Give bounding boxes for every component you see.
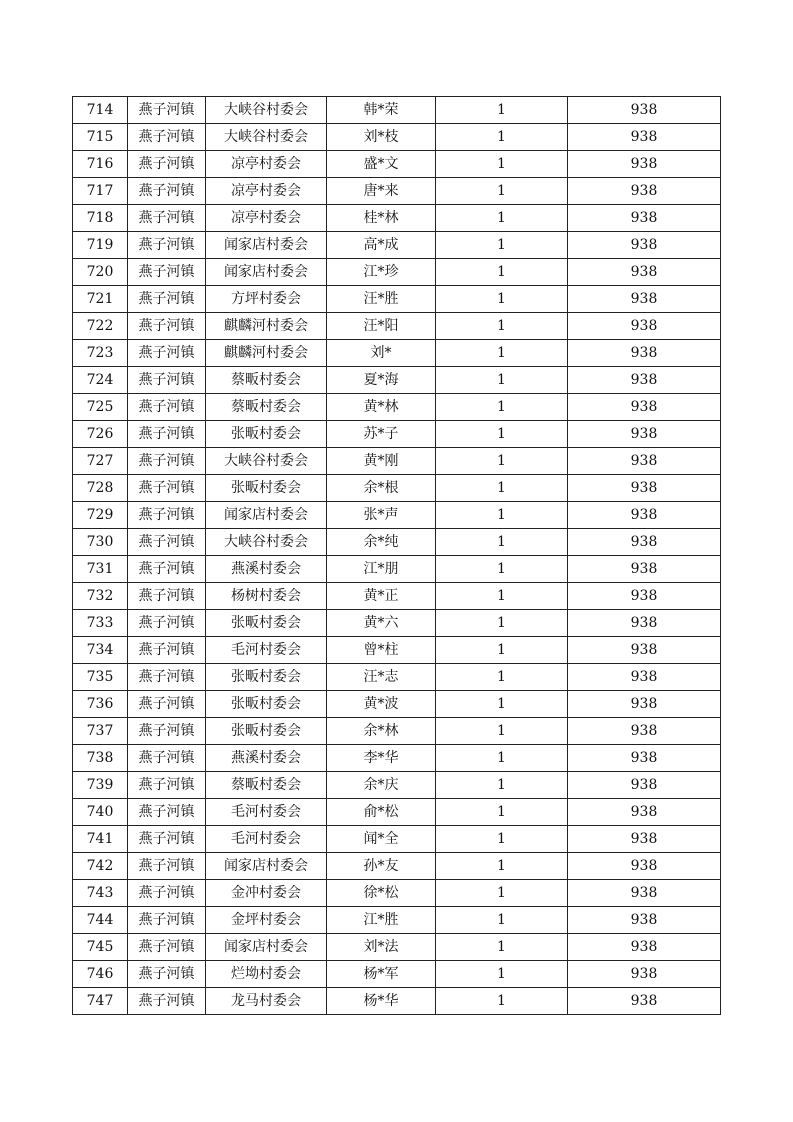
- cell-town: 燕子河镇: [128, 664, 206, 691]
- table-row: [73, 502, 721, 529]
- cell-quantity: 1: [436, 637, 568, 664]
- cell-village: 大峡谷村委会: [206, 448, 327, 475]
- cell-name: 张*声: [327, 502, 436, 529]
- cell-quantity: 1: [436, 934, 568, 961]
- cell-number: 728: [73, 475, 128, 502]
- cell-amount: 938: [568, 637, 721, 664]
- cell-name: 俞*松: [327, 799, 436, 826]
- cell-town: 燕子河镇: [128, 232, 206, 259]
- cell-village: 张畈村委会: [206, 718, 327, 745]
- cell-amount: 938: [568, 691, 721, 718]
- cell-amount: 938: [568, 853, 721, 880]
- cell-amount: 938: [568, 529, 721, 556]
- cell-name: 黄*波: [327, 691, 436, 718]
- cell-number: 744: [73, 907, 128, 934]
- cell-number: 724: [73, 367, 128, 394]
- cell-quantity: 1: [436, 313, 568, 340]
- cell-number: 714: [73, 97, 128, 124]
- cell-village: 凉亭村委会: [206, 178, 327, 205]
- cell-quantity: 1: [436, 583, 568, 610]
- table-row: [73, 421, 721, 448]
- cell-quantity: 1: [436, 97, 568, 124]
- table-row: [73, 718, 721, 745]
- cell-town: 燕子河镇: [128, 475, 206, 502]
- cell-quantity: 1: [436, 610, 568, 637]
- cell-number: 732: [73, 583, 128, 610]
- cell-name: 盛*文: [327, 151, 436, 178]
- cell-amount: 938: [568, 313, 721, 340]
- cell-quantity: 1: [436, 772, 568, 799]
- cell-amount: 938: [568, 799, 721, 826]
- cell-amount: 938: [568, 232, 721, 259]
- cell-town: 燕子河镇: [128, 826, 206, 853]
- cell-amount: 938: [568, 448, 721, 475]
- cell-number: 737: [73, 718, 128, 745]
- cell-town: 燕子河镇: [128, 907, 206, 934]
- cell-quantity: 1: [436, 367, 568, 394]
- cell-town: 燕子河镇: [128, 799, 206, 826]
- cell-town: 燕子河镇: [128, 934, 206, 961]
- cell-name: 黄*林: [327, 394, 436, 421]
- cell-town: 燕子河镇: [128, 583, 206, 610]
- cell-amount: 938: [568, 259, 721, 286]
- cell-village: 闻家店村委会: [206, 502, 327, 529]
- cell-town: 燕子河镇: [128, 367, 206, 394]
- cell-quantity: 1: [436, 691, 568, 718]
- table-row: [73, 205, 721, 232]
- cell-amount: 938: [568, 961, 721, 988]
- table-row: [73, 367, 721, 394]
- table-row: [73, 637, 721, 664]
- cell-name: 徐*松: [327, 880, 436, 907]
- cell-town: 燕子河镇: [128, 97, 206, 124]
- table-row: [73, 799, 721, 826]
- table-row: [73, 880, 721, 907]
- cell-number: 731: [73, 556, 128, 583]
- cell-number: 726: [73, 421, 128, 448]
- cell-village: 毛河村委会: [206, 826, 327, 853]
- cell-quantity: 1: [436, 124, 568, 151]
- cell-village: 蔡畈村委会: [206, 772, 327, 799]
- cell-town: 燕子河镇: [128, 394, 206, 421]
- table-row: [73, 394, 721, 421]
- cell-town: 燕子河镇: [128, 691, 206, 718]
- cell-name: 江*珍: [327, 259, 436, 286]
- table-row: [73, 151, 721, 178]
- cell-name: 唐*来: [327, 178, 436, 205]
- table-row: [73, 178, 721, 205]
- cell-village: 燕溪村委会: [206, 556, 327, 583]
- table-row: [73, 583, 721, 610]
- cell-town: 燕子河镇: [128, 421, 206, 448]
- cell-name: 余*林: [327, 718, 436, 745]
- cell-name: 孙*友: [327, 853, 436, 880]
- cell-amount: 938: [568, 97, 721, 124]
- table-row: [73, 664, 721, 691]
- cell-town: 燕子河镇: [128, 880, 206, 907]
- cell-number: 746: [73, 961, 128, 988]
- cell-number: 739: [73, 772, 128, 799]
- cell-village: 方坪村委会: [206, 286, 327, 313]
- cell-quantity: 1: [436, 394, 568, 421]
- cell-amount: 938: [568, 151, 721, 178]
- cell-name: 闻*全: [327, 826, 436, 853]
- cell-name: 夏*海: [327, 367, 436, 394]
- cell-name: 曾*柱: [327, 637, 436, 664]
- cell-amount: 938: [568, 934, 721, 961]
- cell-town: 燕子河镇: [128, 637, 206, 664]
- cell-quantity: 1: [436, 232, 568, 259]
- cell-village: 蔡畈村委会: [206, 367, 327, 394]
- cell-village: 麒麟河村委会: [206, 340, 327, 367]
- table-row: [73, 826, 721, 853]
- cell-number: 717: [73, 178, 128, 205]
- cell-quantity: 1: [436, 286, 568, 313]
- cell-village: 张畈村委会: [206, 610, 327, 637]
- cell-amount: 938: [568, 340, 721, 367]
- cell-town: 燕子河镇: [128, 772, 206, 799]
- cell-quantity: 1: [436, 421, 568, 448]
- roster-table-body: [73, 97, 721, 1015]
- cell-town: 燕子河镇: [128, 745, 206, 772]
- cell-quantity: 1: [436, 475, 568, 502]
- cell-number: 742: [73, 853, 128, 880]
- cell-number: 720: [73, 259, 128, 286]
- cell-village: 烂坳村委会: [206, 961, 327, 988]
- cell-name: 杨*华: [327, 988, 436, 1015]
- cell-town: 燕子河镇: [128, 853, 206, 880]
- cell-number: 743: [73, 880, 128, 907]
- cell-village: 毛河村委会: [206, 799, 327, 826]
- table-row: [73, 529, 721, 556]
- cell-name: 汪*志: [327, 664, 436, 691]
- cell-name: 刘*枝: [327, 124, 436, 151]
- cell-town: 燕子河镇: [128, 124, 206, 151]
- cell-amount: 938: [568, 394, 721, 421]
- table-row: [73, 340, 721, 367]
- table-row: [73, 961, 721, 988]
- cell-amount: 938: [568, 367, 721, 394]
- cell-name: 刘*: [327, 340, 436, 367]
- cell-name: 汪*胜: [327, 286, 436, 313]
- cell-name: 高*成: [327, 232, 436, 259]
- cell-name: 苏*子: [327, 421, 436, 448]
- table-row: [73, 97, 721, 124]
- cell-quantity: 1: [436, 529, 568, 556]
- cell-quantity: 1: [436, 745, 568, 772]
- cell-town: 燕子河镇: [128, 259, 206, 286]
- cell-name: 江*朋: [327, 556, 436, 583]
- cell-village: 大峡谷村委会: [206, 97, 327, 124]
- cell-number: 727: [73, 448, 128, 475]
- cell-number: 736: [73, 691, 128, 718]
- cell-village: 张畈村委会: [206, 691, 327, 718]
- cell-name: 江*胜: [327, 907, 436, 934]
- cell-number: 721: [73, 286, 128, 313]
- cell-number: 740: [73, 799, 128, 826]
- cell-town: 燕子河镇: [128, 286, 206, 313]
- cell-quantity: 1: [436, 718, 568, 745]
- table-row: [73, 934, 721, 961]
- cell-village: 杨树村委会: [206, 583, 327, 610]
- cell-quantity: 1: [436, 880, 568, 907]
- table-row: [73, 475, 721, 502]
- cell-name: 韩*荣: [327, 97, 436, 124]
- cell-number: 725: [73, 394, 128, 421]
- cell-quantity: 1: [436, 799, 568, 826]
- cell-village: 张畈村委会: [206, 664, 327, 691]
- cell-town: 燕子河镇: [128, 151, 206, 178]
- cell-village: 凉亭村委会: [206, 205, 327, 232]
- cell-quantity: 1: [436, 448, 568, 475]
- cell-number: 745: [73, 934, 128, 961]
- cell-number: 730: [73, 529, 128, 556]
- cell-name: 黄*六: [327, 610, 436, 637]
- cell-quantity: 1: [436, 853, 568, 880]
- cell-number: 738: [73, 745, 128, 772]
- cell-village: 大峡谷村委会: [206, 124, 327, 151]
- cell-amount: 938: [568, 610, 721, 637]
- table-row: [73, 907, 721, 934]
- cell-quantity: 1: [436, 988, 568, 1015]
- cell-town: 燕子河镇: [128, 448, 206, 475]
- cell-name: 余*庆: [327, 772, 436, 799]
- cell-quantity: 1: [436, 664, 568, 691]
- cell-number: 729: [73, 502, 128, 529]
- cell-town: 燕子河镇: [128, 313, 206, 340]
- cell-village: 闻家店村委会: [206, 934, 327, 961]
- cell-amount: 938: [568, 988, 721, 1015]
- cell-amount: 938: [568, 772, 721, 799]
- cell-amount: 938: [568, 745, 721, 772]
- cell-name: 桂*林: [327, 205, 436, 232]
- cell-quantity: 1: [436, 502, 568, 529]
- cell-amount: 938: [568, 286, 721, 313]
- cell-amount: 938: [568, 178, 721, 205]
- cell-amount: 938: [568, 556, 721, 583]
- cell-village: 麒麟河村委会: [206, 313, 327, 340]
- cell-village: 金坪村委会: [206, 907, 327, 934]
- table-row: [73, 745, 721, 772]
- table-row: [73, 124, 721, 151]
- cell-number: 733: [73, 610, 128, 637]
- table-row: [73, 610, 721, 637]
- cell-amount: 938: [568, 124, 721, 151]
- cell-number: 734: [73, 637, 128, 664]
- cell-town: 燕子河镇: [128, 205, 206, 232]
- cell-quantity: 1: [436, 151, 568, 178]
- cell-amount: 938: [568, 826, 721, 853]
- cell-town: 燕子河镇: [128, 178, 206, 205]
- cell-town: 燕子河镇: [128, 340, 206, 367]
- cell-village: 张畈村委会: [206, 421, 327, 448]
- cell-town: 燕子河镇: [128, 529, 206, 556]
- cell-village: 蔡畈村委会: [206, 394, 327, 421]
- table-row: [73, 691, 721, 718]
- cell-name: 李*华: [327, 745, 436, 772]
- cell-village: 燕溪村委会: [206, 745, 327, 772]
- cell-quantity: 1: [436, 178, 568, 205]
- cell-village: 毛河村委会: [206, 637, 327, 664]
- cell-town: 燕子河镇: [128, 610, 206, 637]
- cell-number: 718: [73, 205, 128, 232]
- cell-quantity: 1: [436, 826, 568, 853]
- cell-village: 大峡谷村委会: [206, 529, 327, 556]
- cell-town: 燕子河镇: [128, 718, 206, 745]
- cell-village: 闻家店村委会: [206, 259, 327, 286]
- table-row: [73, 772, 721, 799]
- cell-number: 735: [73, 664, 128, 691]
- table-row: [73, 313, 721, 340]
- cell-town: 燕子河镇: [128, 556, 206, 583]
- cell-name: 余*纯: [327, 529, 436, 556]
- cell-number: 741: [73, 826, 128, 853]
- cell-name: 余*根: [327, 475, 436, 502]
- cell-town: 燕子河镇: [128, 961, 206, 988]
- cell-village: 闻家店村委会: [206, 853, 327, 880]
- cell-quantity: 1: [436, 907, 568, 934]
- cell-quantity: 1: [436, 259, 568, 286]
- cell-amount: 938: [568, 718, 721, 745]
- cell-amount: 938: [568, 880, 721, 907]
- cell-town: 燕子河镇: [128, 988, 206, 1015]
- cell-village: 金冲村委会: [206, 880, 327, 907]
- table-row: [73, 259, 721, 286]
- cell-number: 722: [73, 313, 128, 340]
- cell-number: 719: [73, 232, 128, 259]
- cell-amount: 938: [568, 205, 721, 232]
- cell-village: 张畈村委会: [206, 475, 327, 502]
- table-row: [73, 232, 721, 259]
- cell-quantity: 1: [436, 340, 568, 367]
- cell-name: 汪*阳: [327, 313, 436, 340]
- table-row: [73, 556, 721, 583]
- table-row: [73, 988, 721, 1015]
- roster-table: [72, 96, 721, 1015]
- cell-village: 凉亭村委会: [206, 151, 327, 178]
- table-row: [73, 853, 721, 880]
- cell-name: 黄*刚: [327, 448, 436, 475]
- cell-amount: 938: [568, 907, 721, 934]
- cell-number: 715: [73, 124, 128, 151]
- cell-village: 闻家店村委会: [206, 232, 327, 259]
- cell-quantity: 1: [436, 556, 568, 583]
- cell-number: 716: [73, 151, 128, 178]
- cell-amount: 938: [568, 475, 721, 502]
- cell-name: 黄*正: [327, 583, 436, 610]
- table-row: [73, 448, 721, 475]
- cell-name: 杨*军: [327, 961, 436, 988]
- cell-amount: 938: [568, 583, 721, 610]
- cell-town: 燕子河镇: [128, 502, 206, 529]
- table-row: [73, 286, 721, 313]
- cell-village: 龙马村委会: [206, 988, 327, 1015]
- cell-quantity: 1: [436, 205, 568, 232]
- cell-number: 747: [73, 988, 128, 1015]
- cell-name: 刘*法: [327, 934, 436, 961]
- cell-quantity: 1: [436, 961, 568, 988]
- cell-amount: 938: [568, 664, 721, 691]
- cell-amount: 938: [568, 502, 721, 529]
- cell-number: 723: [73, 340, 128, 367]
- cell-amount: 938: [568, 421, 721, 448]
